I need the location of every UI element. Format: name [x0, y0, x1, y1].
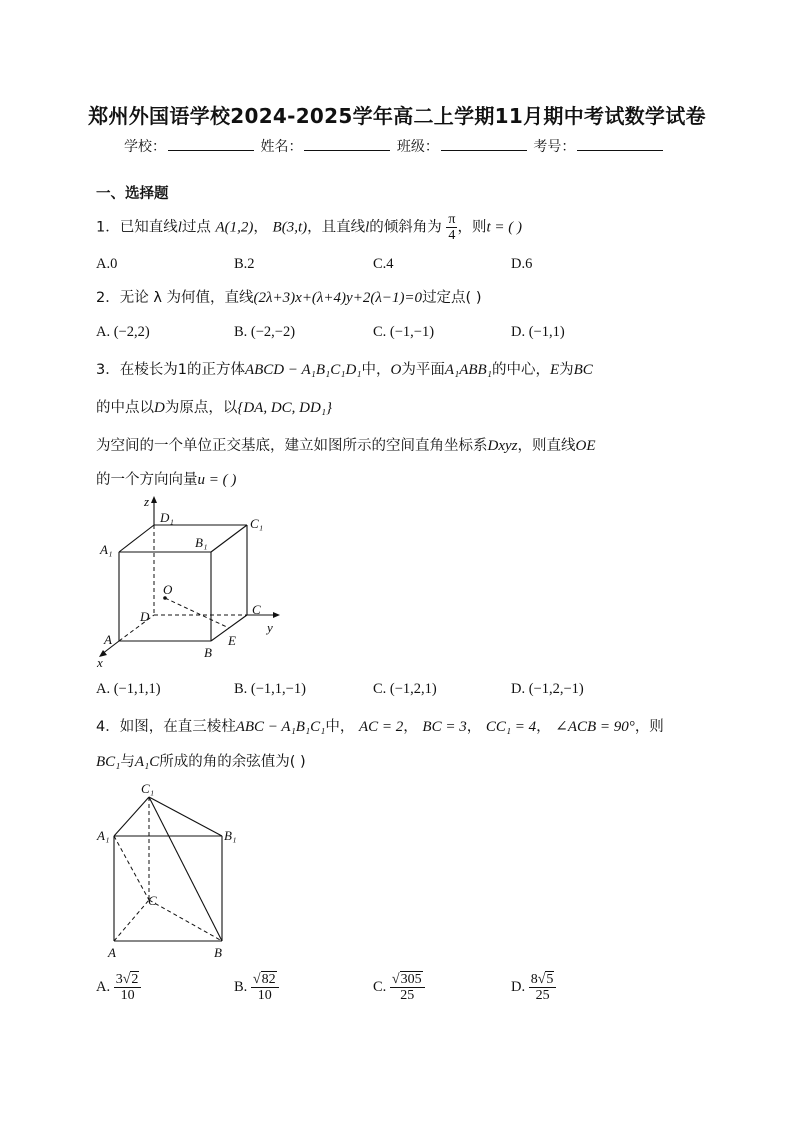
question-3-line-4 — [96, 468, 236, 489]
segment-bc1 — [149, 797, 222, 941]
q4-segment-bc1: BC₁ — [96, 754, 121, 770]
q4-text: 与 — [120, 754, 135, 770]
label-d: D — [140, 609, 150, 624]
q1-line-var: l — [365, 219, 370, 236]
q1-option-d[interactable]: D.6 — [511, 256, 533, 272]
segment-oe — [165, 598, 229, 628]
q4-text: 中， — [325, 719, 355, 735]
label-o: O — [163, 582, 173, 597]
q3-cube: ABCD − A₁B₁C₁D₁ — [244, 362, 362, 378]
class-blank[interactable] — [441, 138, 527, 151]
q1-point-a: A(1,2) — [215, 219, 254, 236]
fraction-numerator: √82 — [251, 972, 279, 988]
fraction-numerator: π — [448, 212, 456, 227]
exam-title: 郑州外国语学校2024-2025学年高二上学期11月期中考试数学试卷 — [88, 104, 706, 128]
question-3-line-2 — [96, 396, 332, 417]
edge-ac — [114, 900, 149, 941]
q3-vector-u: u = ( ) — [197, 472, 237, 488]
prism-figure — [94, 780, 254, 962]
radicand: 2 — [131, 972, 139, 987]
q3-option-a[interactable]: A. (−1,1,1) — [96, 681, 161, 697]
question-3-line-3 — [96, 434, 596, 455]
class-label: 班级： — [396, 139, 439, 155]
option-label: A. — [96, 978, 111, 995]
q3-text: ，则直线 — [517, 438, 576, 454]
label-c1: C₁ — [250, 516, 264, 531]
segment-a1c — [114, 836, 149, 900]
q3-line-oe: OE — [575, 438, 596, 454]
q3-text: 为平面 — [401, 362, 445, 378]
q3-text: 中， — [361, 362, 391, 378]
label-a: A — [104, 632, 112, 647]
q3-text: 的一个方向向量 — [96, 472, 198, 488]
q1-point-b: B(3,t) — [272, 219, 308, 236]
q2-option-b[interactable]: B. (−2,−2) — [234, 324, 296, 340]
q2-option-a[interactable]: A. (−2,2) — [96, 324, 150, 340]
q3-text: 在棱长为1的正方体 — [119, 362, 245, 378]
edge-c1b1 — [149, 797, 222, 836]
name-blank[interactable] — [304, 138, 390, 151]
q3-point-e: E — [549, 362, 560, 378]
q4-condition-cc1: CC₁ = 4 — [485, 719, 537, 735]
q4-text: 所成的角的余弦值为( ) — [159, 754, 306, 770]
label-c1: C₁ — [141, 781, 155, 796]
q3-number: 3． — [96, 362, 120, 378]
school-label: 学校： — [124, 139, 166, 155]
label-c: C — [252, 602, 261, 617]
option-label: B. — [234, 978, 248, 995]
label-z: z — [144, 494, 150, 509]
cube-figure — [94, 494, 294, 670]
y-arrow — [273, 612, 280, 618]
fraction-denominator: 25 — [535, 988, 550, 1003]
q4-segment-a1c: A₁C — [134, 754, 160, 770]
q3-segment-bc: BC — [573, 362, 593, 378]
label-b: B — [214, 945, 222, 960]
label-a1: A₁ — [97, 828, 110, 843]
fraction-denominator: 10 — [120, 988, 135, 1003]
q3-option-c[interactable]: C. (−1,2,1) — [373, 681, 437, 697]
label-c: C — [148, 893, 157, 908]
q2-text: 无论 λ 为何值，直线 — [119, 290, 254, 306]
radicand: 5 — [546, 972, 554, 987]
q3-basis: {DA, DC, DD₁} — [237, 400, 333, 416]
q4-text: ，则 — [634, 719, 664, 735]
label-b: B — [204, 645, 212, 660]
option-label: C. — [373, 978, 387, 995]
q1-option-c[interactable]: C.4 — [373, 256, 394, 272]
coefficient: 3 — [115, 972, 123, 987]
label-y: y — [267, 620, 273, 635]
q4-option-d[interactable] — [511, 972, 556, 1003]
q4-condition-angle: ∠ACB = 90° — [555, 719, 635, 735]
q2-text: 过定点( ) — [422, 290, 482, 306]
option-fraction — [529, 972, 557, 1003]
q1-blank: t = ( ) — [486, 219, 522, 236]
q1-number: 1． — [96, 219, 120, 236]
q1-text: 的倾斜角为 — [369, 219, 442, 236]
q3-point-o: O — [390, 362, 402, 378]
question-2 — [96, 286, 482, 307]
option-label: D. — [511, 978, 526, 995]
student-info-row — [124, 136, 665, 156]
label-e: E — [228, 633, 236, 648]
section-heading: 一、选择题 — [96, 186, 169, 202]
q3-option-d[interactable]: D. (−1,2,−1) — [511, 681, 584, 697]
fraction-numerator: √305 — [390, 972, 425, 988]
q1-text: 过点 — [181, 219, 211, 236]
question-3-line-1 — [96, 358, 593, 379]
name-label: 姓名： — [260, 139, 303, 155]
q4-option-c[interactable] — [373, 972, 425, 1003]
edge-c1a1 — [114, 797, 149, 836]
radicand: 82 — [261, 972, 276, 987]
q4-prism: ABC − A₁B₁C₁ — [235, 719, 326, 735]
q2-equation: (2λ+3)x+(λ+4)y+2(λ−1)=0 — [253, 290, 423, 306]
q1-comma: ， — [253, 219, 268, 236]
school-blank[interactable] — [168, 138, 254, 151]
label-x: x — [97, 655, 103, 670]
q3-option-b[interactable]: B. (−1,1,−1) — [234, 681, 306, 697]
q2-option-c[interactable]: C. (−1,−1) — [373, 324, 435, 340]
edge-a1d1 — [119, 525, 154, 552]
q4-condition-bc: BC = 3 — [422, 719, 467, 735]
label-a: A — [108, 945, 116, 960]
q3-text: 为原点，以 — [164, 400, 238, 416]
q3-point-d: D — [154, 400, 165, 416]
option-fraction — [114, 972, 142, 1003]
z-arrow — [151, 496, 157, 503]
q1-text: ，且直线 — [307, 219, 366, 236]
label-b1: B₁ — [195, 535, 208, 550]
q4-condition-ac: AC = 2 — [359, 719, 404, 735]
q3-text: 的中点以 — [96, 400, 154, 416]
option-fraction — [251, 972, 279, 1003]
q1-angle-fraction — [446, 212, 457, 243]
q4-option-b[interactable] — [234, 972, 279, 1003]
q4-option-a[interactable] — [96, 972, 141, 1003]
label-a1: A₁ — [100, 542, 113, 557]
fraction-denominator: 25 — [400, 988, 415, 1003]
q3-plane: A₁ABB₁ — [444, 362, 492, 378]
q1-line-var: l — [177, 219, 182, 236]
q3-text: 为 — [559, 362, 574, 378]
label-b1: B₁ — [224, 828, 237, 843]
fraction-denominator: 10 — [257, 988, 272, 1003]
fraction-numerator: 3√2 — [114, 972, 142, 988]
edge-b1c1 — [211, 525, 247, 552]
fraction-denominator: 4 — [448, 228, 456, 243]
q2-option-d[interactable]: D. (−1,1) — [511, 324, 565, 340]
label-d1: D₁ — [160, 510, 174, 525]
radicand: 305 — [400, 972, 422, 987]
question-4-line-1: 4．如图，在直三棱柱ABC − A₁B₁C₁中， AC = 2， BC = 3， CC₁ = 4， ∠ACB = 90°，则 — [96, 719, 664, 735]
option-fraction — [390, 972, 425, 1003]
q3-text: 为空间的一个单位正交基底，建立如图所示的空间直角坐标系 — [96, 438, 488, 454]
number-blank[interactable] — [577, 138, 663, 151]
coefficient: 8 — [530, 972, 538, 987]
question-1 — [96, 212, 522, 243]
q2-number: 2． — [96, 290, 120, 306]
number-label: 考号： — [533, 139, 576, 155]
q1-option-a[interactable]: A.0 — [96, 256, 118, 272]
q1-text: 已知直线 — [119, 219, 178, 236]
q4-text: 如图，在直三棱柱 — [119, 719, 236, 735]
fraction-numerator: 8√5 — [529, 972, 557, 988]
q4-number: 4． — [96, 719, 120, 735]
q3-coordinate-system: Dxyz — [487, 438, 518, 454]
question-4-line-2 — [96, 750, 306, 771]
q1-text: ，则 — [457, 219, 487, 236]
q1-option-b[interactable]: B.2 — [234, 256, 255, 272]
q3-text: 的中心， — [491, 362, 550, 378]
